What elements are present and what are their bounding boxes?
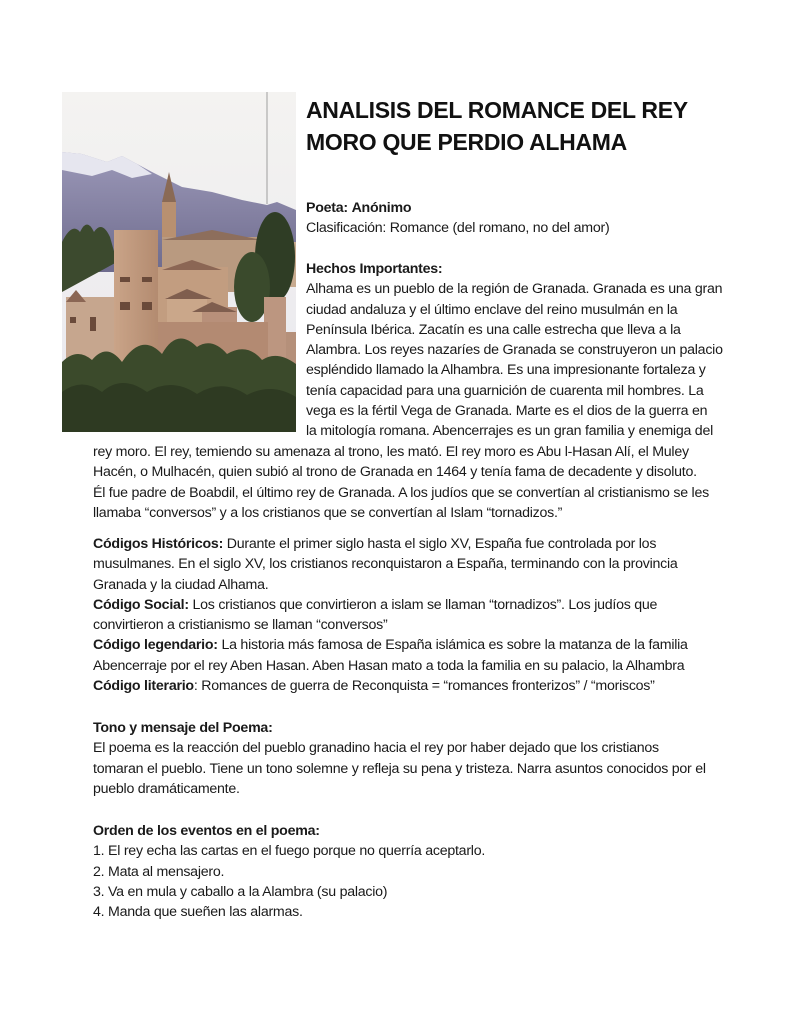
orden-item: 3. Va en mula y caballo a la Alambra (su palacio) bbox=[93, 883, 388, 900]
hechos-line: Alhama es un pueblo de la región de Granada. Granada es una gran bbox=[306, 281, 723, 298]
tono-heading: Tono y mensaje del Poema: bbox=[93, 720, 273, 736]
document-title bbox=[306, 94, 736, 158]
poet-value: Anónimo bbox=[351, 200, 412, 216]
codigo-label: Código literario bbox=[93, 678, 194, 695]
hechos-line: tenía capacidad para una guarnición de cuarenta mil hombres. La bbox=[306, 382, 704, 399]
orden-item: 2. Mata al mensajero. bbox=[93, 863, 225, 880]
hechos-heading: Hechos Importantes: bbox=[306, 261, 443, 277]
hechos-line: Hacén, o Mulhacén, quien subió al trono de Granada en 1464 y tenía fama de decadente y disoluto. bbox=[93, 464, 697, 481]
hechos-line: ciudad andaluza y el último enclave del reino musulmán en la bbox=[306, 301, 678, 318]
alhambra-image-icon bbox=[62, 92, 296, 432]
tono-line: El poema es la reacción del pueblo granadino hacia el rey por haber dejado que los cristianos bbox=[93, 740, 659, 757]
hechos-line: llamaba “conversos” y a los cristianos que se convertían al Islam “tornadizos.” bbox=[93, 504, 563, 521]
tono-line: tomaran el pueblo. Tiene un tono solemne y refleja su pena y tristeza. Narra asuntos conocidos por el bbox=[93, 760, 706, 777]
hechos-line: espléndido llamado la Alhambra. Es una impresionante fortaleza y bbox=[306, 362, 706, 379]
hechos-line: Alambra. Los reyes nazaríes de Granada se construyeron un palacio bbox=[306, 342, 723, 359]
codigo-label: Código Social: bbox=[93, 596, 189, 613]
hechos-line: Él fue padre de Boabdil, el último rey de Granada. A los judíos que se convertían al cristianismo se les bbox=[93, 484, 709, 501]
hechos-continued bbox=[93, 442, 743, 523]
poet-line bbox=[306, 198, 738, 218]
orden-section bbox=[93, 821, 743, 922]
classification-line bbox=[306, 218, 738, 238]
hechos-line: la mitología romana. Abencerrajes es un gran familia y enemiga del bbox=[306, 423, 713, 440]
orden-item: 4. Manda que sueñen las alarmas. bbox=[93, 904, 303, 921]
poet-label: Poeta: bbox=[306, 200, 348, 216]
tono-line: pueblo dramáticamente. bbox=[93, 780, 240, 797]
hechos-line: Península Ibérica. Zacatín es una calle estrecha que lleva a la bbox=[306, 321, 681, 338]
codigo-label: Código legendario: bbox=[93, 637, 218, 654]
codigo-legendario-line bbox=[93, 635, 743, 655]
codigo-text: La historia más famosa de España islámica es sobre la matanza de la familia bbox=[217, 637, 688, 654]
poem-meta bbox=[306, 198, 738, 239]
codigo-text: : Romances de guerra de Reconquista = “romances fronterizos” / “moriscos” bbox=[193, 678, 655, 695]
codigo-line: Granada y la ciudad Alhama. bbox=[93, 576, 269, 593]
alhambra-photo bbox=[62, 92, 296, 432]
codigo-label: Códigos Históricos: bbox=[93, 536, 224, 552]
hechos-line: vega es la fértil Vega de Granada. Marte es el dios de la guerra en bbox=[306, 403, 708, 420]
codigo-line: musulmanes. En el siglo XV, los cristianos reconquistaron a España, terminando con la provincia bbox=[93, 556, 678, 573]
classification-label: Clasificación: bbox=[306, 220, 387, 237]
tono-section bbox=[93, 718, 743, 799]
codigo-social-line bbox=[93, 595, 743, 615]
codigo-historico-line bbox=[93, 534, 743, 554]
codigo-text: Durante el primer siglo hasta el siglo XV, España fue controlada por los bbox=[223, 536, 657, 552]
codigo-literario-line bbox=[93, 676, 743, 696]
orden-heading: Orden de los eventos en el poema: bbox=[93, 823, 320, 839]
classification-value: Romance (del romano, no del amor) bbox=[389, 220, 610, 237]
codigo-line: Abencerraje por el rey Aben Hasan. Aben Hasan mato a toda la familia en su palacio, la Alhambra bbox=[93, 657, 685, 674]
title-line: ANALISIS DEL ROMANCE DEL REY bbox=[306, 97, 688, 123]
codigo-text: Los cristianos que convirtieron a islam se llaman “tornadizos”. Los judíos que bbox=[188, 596, 658, 613]
codigo-line: convirtieron a cristianismo se llaman “conversos” bbox=[93, 617, 388, 634]
hechos-section bbox=[306, 259, 738, 442]
hechos-line: rey moro. El rey, temiendo su amenaza al trono, les mató. El rey moro es Abu l-Hasan Alí, el Muley bbox=[93, 444, 689, 460]
title-line: MORO QUE PERDIO ALHAMA bbox=[306, 129, 627, 155]
codigos-section bbox=[93, 534, 743, 696]
orden-item: 1. El rey echa las cartas en el fuego porque no querría aceptarlo. bbox=[93, 843, 486, 860]
